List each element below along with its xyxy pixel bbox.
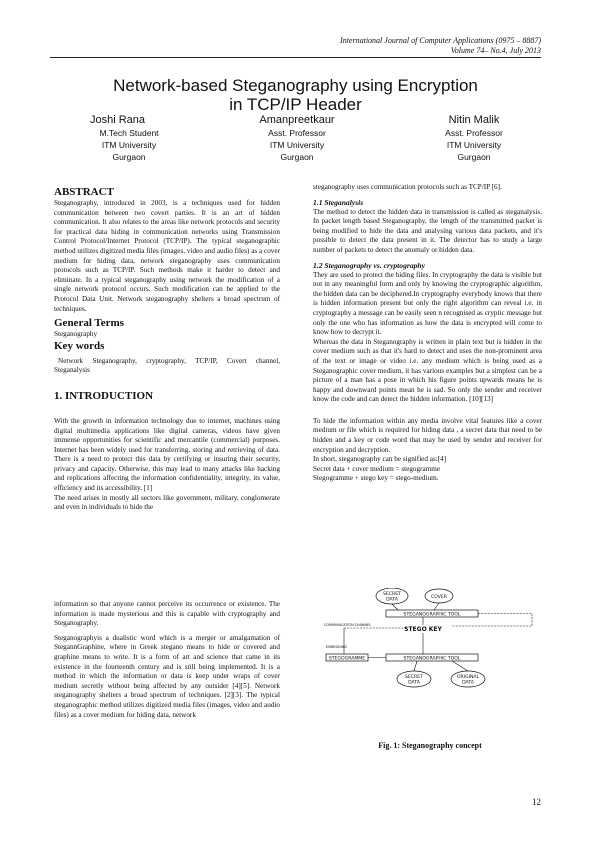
- paper-title: [50, 76, 541, 114]
- author-role: M.Tech Student: [99, 128, 159, 138]
- author-org: ITM University: [269, 140, 325, 150]
- general-terms-text: Steganography: [54, 330, 98, 339]
- equation-1: Secret data + cover medium = stegogramme: [313, 464, 441, 473]
- output-original-label-2: DATA: [462, 680, 474, 686]
- author-name: Joshi Rana: [90, 114, 146, 126]
- author-role: Asst. Professor: [445, 128, 503, 138]
- intro-paragraph-4: Steganographyis a dualistic word which is a merger or amalgamation of StegannGraphine, where in Greek stegano means to hide or covered and graphine means to write. It is a form of art and science that came in its existence in the fourteenth century and is still being implemented. It is a method in which the information or data is keep under wraps of cover medium secretly without being affected by any outsider [4][5]. Network steganography shelters a broad spectrum of techniques. [2][3]. The typical steganographic method utilizes digitized media files (images, video and audio files) as a cover medium for hiding data, network: [54, 633, 280, 719]
- journal-name: International Journal of Computer Applications (0975 – 8887): [340, 36, 541, 45]
- journal-header: [340, 36, 541, 56]
- secret-data-label-2: DATA: [386, 597, 398, 603]
- equation-2: Stegogramme + stego key = stego-medium.: [313, 474, 439, 483]
- secret-data-label: SECRET: [383, 592, 401, 597]
- figure-caption: Fig. 1: Steganography concept: [378, 741, 482, 750]
- section-1-2-text-b: Whereas the data in Steganography is written in plain text but is hidden in the cover medium such as that it's hard to detect and uses the non-prominent area of the text or image or video i.e. any medium which is being used as a Steganographic cover medium, it has various examples but a simplest can be a picture of a man has a pose in which his figure points upwards means he is happy and downward points mean he is sad. So only the sender and receiver know the code and can detect the hidden information. [10][13]: [313, 337, 542, 404]
- section-1-2-text-a: They are used to protect the hiding files. In cryptography the data is visible but not in any meaningful form and only by knowing the cryptographic algorithm, the hidden data can be deciphered.In cryptography everybody knows that there is hidden information present but only the right algorithm can reveal i.e. in cryptography a message can be easily seen n recognised as cryptic message but only the one who has information as how the data is encrypted will come to know how to decrypt it.: [313, 270, 542, 337]
- stego-key-label: STEGO KEY: [404, 626, 442, 633]
- title-line-1: Network-based Steganography using Encryption: [113, 76, 478, 95]
- output-original-label: ORIGINAL: [456, 675, 480, 680]
- tool-top-label: STEGANOGRAPHIC TOOL: [403, 612, 461, 618]
- continued-text: steganography uses communication protocols such as TCP/IP [6].: [313, 183, 502, 191]
- introduction-heading: 1. INTRODUCTION: [54, 389, 154, 402]
- section-1-1-text: The method to detect the hidden data in transmission is called as steganalysis. In packet length based Steganography, the length of the transmitted packet is being modified to hide the data and analysing various data packets, and it's possible to detect the data present in it. The detector has to study a large number of packets to detect the anomaly or hidden data.: [313, 207, 542, 254]
- keywords-heading: Key words: [54, 339, 105, 352]
- cover-label: COVER: [431, 595, 447, 600]
- output-secret-label-2: DATA: [408, 680, 420, 686]
- right-column: [313, 183, 542, 484]
- author-org: ITM University: [101, 140, 157, 150]
- section-1-2-text-d: In short, steganography can be signified as:[4]: [313, 455, 447, 464]
- abstract-heading: ABSTRACT: [54, 186, 114, 198]
- author-city: Gurgaon: [112, 152, 146, 162]
- tool-bottom-label: STEGANOGRAPHIC TOOL: [403, 656, 461, 662]
- output-secret-label: SECRET: [405, 675, 423, 680]
- left-column-top: [54, 186, 280, 513]
- author-role: Asst. Professor: [268, 128, 326, 138]
- author-1: [64, 114, 194, 163]
- communication-channel-label: COMMUNICATION CHANNEL: [324, 623, 372, 627]
- author-3: [409, 114, 539, 163]
- abstract-text: Steganography, introduced in 2003, is a techniques used for hidden communication between two covert parties. It is an art of hidden communication. It also relates to the areas like network protocols and security for practical data hiding in communication networks using Transmission Control Protocol/Internet Protocol (TCP/IP). The typical steganographic method utilizes digitized media files (images, video and audio files) as a cover medium for hiding data, network steganography uses communication protocols such as TCP/IP. Such methods make it harder to detect and eliminate. In a typical steganography using network the modification of a single network protocol occurs. Such modification can be applied to the Protocol Data Unit. Network steganography shelters a broad spectrum of techniques.: [54, 199, 280, 313]
- general-terms-heading: General Terms: [54, 317, 124, 330]
- header-rule: [50, 57, 541, 58]
- author-city: Gurgaon: [280, 152, 314, 162]
- intro-paragraph-1: With the growth in information technology due to internet, machines using digital multimedia applications like digital cameras, videos have given immense opportunities for scientific and mercantile (commercial) purposes. Internet has been widely used for transferring, storing and retrieving of data. There is a need to protect this data by certifying or insuring their security, privacy and capacity. Otherwise, this may lead to many attacks like hacking and replications affecting the information confidentiality, integrity, its value, efficiency and its accessibility. [1]: [54, 416, 280, 493]
- author-city: Gurgaon: [457, 152, 491, 162]
- intro-paragraph-3: information so that anyone cannot perceive its occurrence or existence. The information is made mysterious and this is capable with cryptography and Steganography.: [54, 600, 280, 628]
- section-1-1-heading: 1.1 Steganalysis: [313, 197, 364, 207]
- stegogramme-label: STEGOGRAMME: [328, 656, 366, 662]
- left-column-bottom: [54, 600, 280, 720]
- intro-paragraph-2: The need arises in mostly all sectors like government, military, conglomerate and even in individuals to hide the: [54, 493, 280, 512]
- title-line-2: in TCP/IP Header: [229, 95, 362, 114]
- section-1-2-text-c: To hide the information within any media involve vital features like a cover medium or file which is required for hiding data , a secret data that need to be hidden and a key or code word that may be used by sender and receiver for encryption and decryption.: [313, 416, 542, 454]
- author-org: ITM University: [446, 140, 502, 150]
- keywords-text: Network Steganography, cryptography, TCP/IP, Covert channel, Steganalysis: [54, 356, 280, 375]
- author-name: Amanpreetkaur: [259, 114, 335, 126]
- journal-volume: Volume 74– No.4, July 2013: [450, 46, 541, 55]
- section-1-2-heading: 1.2 Steganography vs. cryptography: [313, 260, 426, 270]
- author-2: [232, 114, 362, 163]
- embedding-label: EMBEDDING: [326, 645, 347, 649]
- page-number: 12: [532, 797, 541, 807]
- steganography-concept-figure: [322, 588, 542, 738]
- author-name: Nitin Malik: [448, 114, 500, 126]
